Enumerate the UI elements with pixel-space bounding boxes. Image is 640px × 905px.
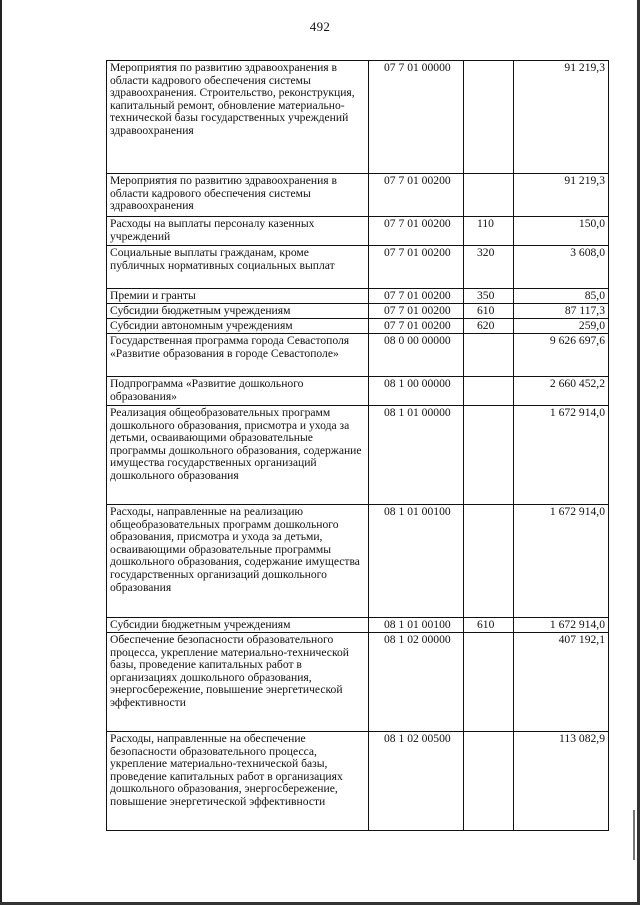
row-sum: 259,0 bbox=[514, 319, 609, 334]
row-sum: 3 608,0 bbox=[514, 246, 609, 289]
table-row bbox=[107, 618, 609, 633]
row-code: 07 7 01 00200 bbox=[369, 217, 464, 246]
row-name: Расходы, направленные на реализацию общеобразовательных программ дошкольного образования, присмотра и ухода за детьми, осваивающими образовательные программы дошкольного образования, содержание имущества государственных организаций дошкольного образования bbox=[107, 505, 369, 618]
budget-table bbox=[106, 60, 609, 831]
table-row bbox=[107, 334, 609, 377]
budget-table-body bbox=[107, 61, 609, 831]
row-code: 07 7 01 00000 bbox=[369, 61, 464, 174]
row-type bbox=[464, 505, 514, 618]
table-row bbox=[107, 319, 609, 334]
table-row bbox=[107, 174, 609, 217]
row-code: 07 7 01 00200 bbox=[369, 174, 464, 217]
row-name: Обеспечение безопасности образовательного процесса, укрепление материально-технической базы, проведение капитальных работ в организациях дошкольного образования, энергосбережение, повышение энергетической эффективности bbox=[107, 633, 369, 732]
row-type: 620 bbox=[464, 319, 514, 334]
row-name: Расходы на выплаты персоналу казенных учреждений bbox=[107, 217, 369, 246]
table-row bbox=[107, 505, 609, 618]
row-sum: 407 192,1 bbox=[514, 633, 609, 732]
table-row bbox=[107, 289, 609, 304]
row-code: 08 1 02 00500 bbox=[369, 732, 464, 831]
row-sum: 1 672 914,0 bbox=[514, 406, 609, 505]
row-name: Субсидии автономным учреждениям bbox=[107, 319, 369, 334]
row-name: Социальные выплаты гражданам, кроме публичных нормативных социальных выплат bbox=[107, 246, 369, 289]
row-type: 610 bbox=[464, 304, 514, 319]
row-type bbox=[464, 334, 514, 377]
row-code: 08 1 00 00000 bbox=[369, 377, 464, 406]
row-type bbox=[464, 61, 514, 174]
row-sum: 91 219,3 bbox=[514, 61, 609, 174]
row-name: Субсидии бюджетным учреждениям bbox=[107, 618, 369, 633]
row-name: Подпрограмма «Развитие дошкольного образования» bbox=[107, 377, 369, 406]
row-type: 350 bbox=[464, 289, 514, 304]
table-row bbox=[107, 246, 609, 289]
table-row bbox=[107, 377, 609, 406]
row-sum: 150,0 bbox=[514, 217, 609, 246]
row-code: 07 7 01 00200 bbox=[369, 289, 464, 304]
row-name: Государственная программа города Севастополя «Развитие образования в городе Севастополе» bbox=[107, 334, 369, 377]
row-name: Расходы, направленные на обеспечение безопасности образовательного процесса, укрепление материально-технической базы, проведение капитальных работ в организациях дошкольного образования, энергосбережение, повышение энергетической эффективности bbox=[107, 732, 369, 831]
row-name: Мероприятия по развитию здравоохранения в области кадрового обеспечения системы здравоохранения bbox=[107, 174, 369, 217]
row-code: 07 7 01 00200 bbox=[369, 246, 464, 289]
table-row bbox=[107, 732, 609, 831]
row-sum: 2 660 452,2 bbox=[514, 377, 609, 406]
table-row bbox=[107, 61, 609, 174]
page-number: 492 bbox=[309, 19, 331, 34]
row-type bbox=[464, 377, 514, 406]
row-name: Субсидии бюджетным учреждениям bbox=[107, 304, 369, 319]
table-row bbox=[107, 633, 609, 732]
row-sum: 91 219,3 bbox=[514, 174, 609, 217]
row-type bbox=[464, 174, 514, 217]
row-code: 08 1 01 00100 bbox=[369, 618, 464, 633]
row-sum: 113 082,9 bbox=[514, 732, 609, 831]
row-code: 07 7 01 00200 bbox=[369, 304, 464, 319]
row-type bbox=[464, 732, 514, 831]
row-type bbox=[464, 406, 514, 505]
row-code: 08 1 01 00100 bbox=[369, 505, 464, 618]
row-type bbox=[464, 633, 514, 732]
row-sum: 1 672 914,0 bbox=[514, 505, 609, 618]
table-row bbox=[107, 406, 609, 505]
row-sum: 9 626 697,6 bbox=[514, 334, 609, 377]
row-sum: 85,0 bbox=[514, 289, 609, 304]
row-type: 320 bbox=[464, 246, 514, 289]
row-code: 08 0 00 00000 bbox=[369, 334, 464, 377]
row-name: Реализация общеобразовательных программ дошкольного образования, присмотра и ухода за детьми, осваивающими образовательные программы дошкольного образования, содержание имущества государственных организаций дошкольного образования bbox=[107, 406, 369, 505]
table-row bbox=[107, 217, 609, 246]
row-name: Премии и гранты bbox=[107, 289, 369, 304]
row-code: 08 1 01 00000 bbox=[369, 406, 464, 505]
scan-edge-left bbox=[0, 0, 2, 905]
row-code: 08 1 02 00000 bbox=[369, 633, 464, 732]
scan-mark bbox=[633, 810, 635, 860]
row-type: 610 bbox=[464, 618, 514, 633]
row-name: Мероприятия по развитию здравоохранения в области кадрового обеспечения системы здравоохранения. Строительство, реконструкция, капитальный ремонт, обновление материально-технической базы государственных учреждений здравоохранения bbox=[107, 61, 369, 174]
row-type: 110 bbox=[464, 217, 514, 246]
row-sum: 87 117,3 bbox=[514, 304, 609, 319]
row-sum: 1 672 914,0 bbox=[514, 618, 609, 633]
table-row bbox=[107, 304, 609, 319]
row-code: 07 7 01 00200 bbox=[369, 319, 464, 334]
